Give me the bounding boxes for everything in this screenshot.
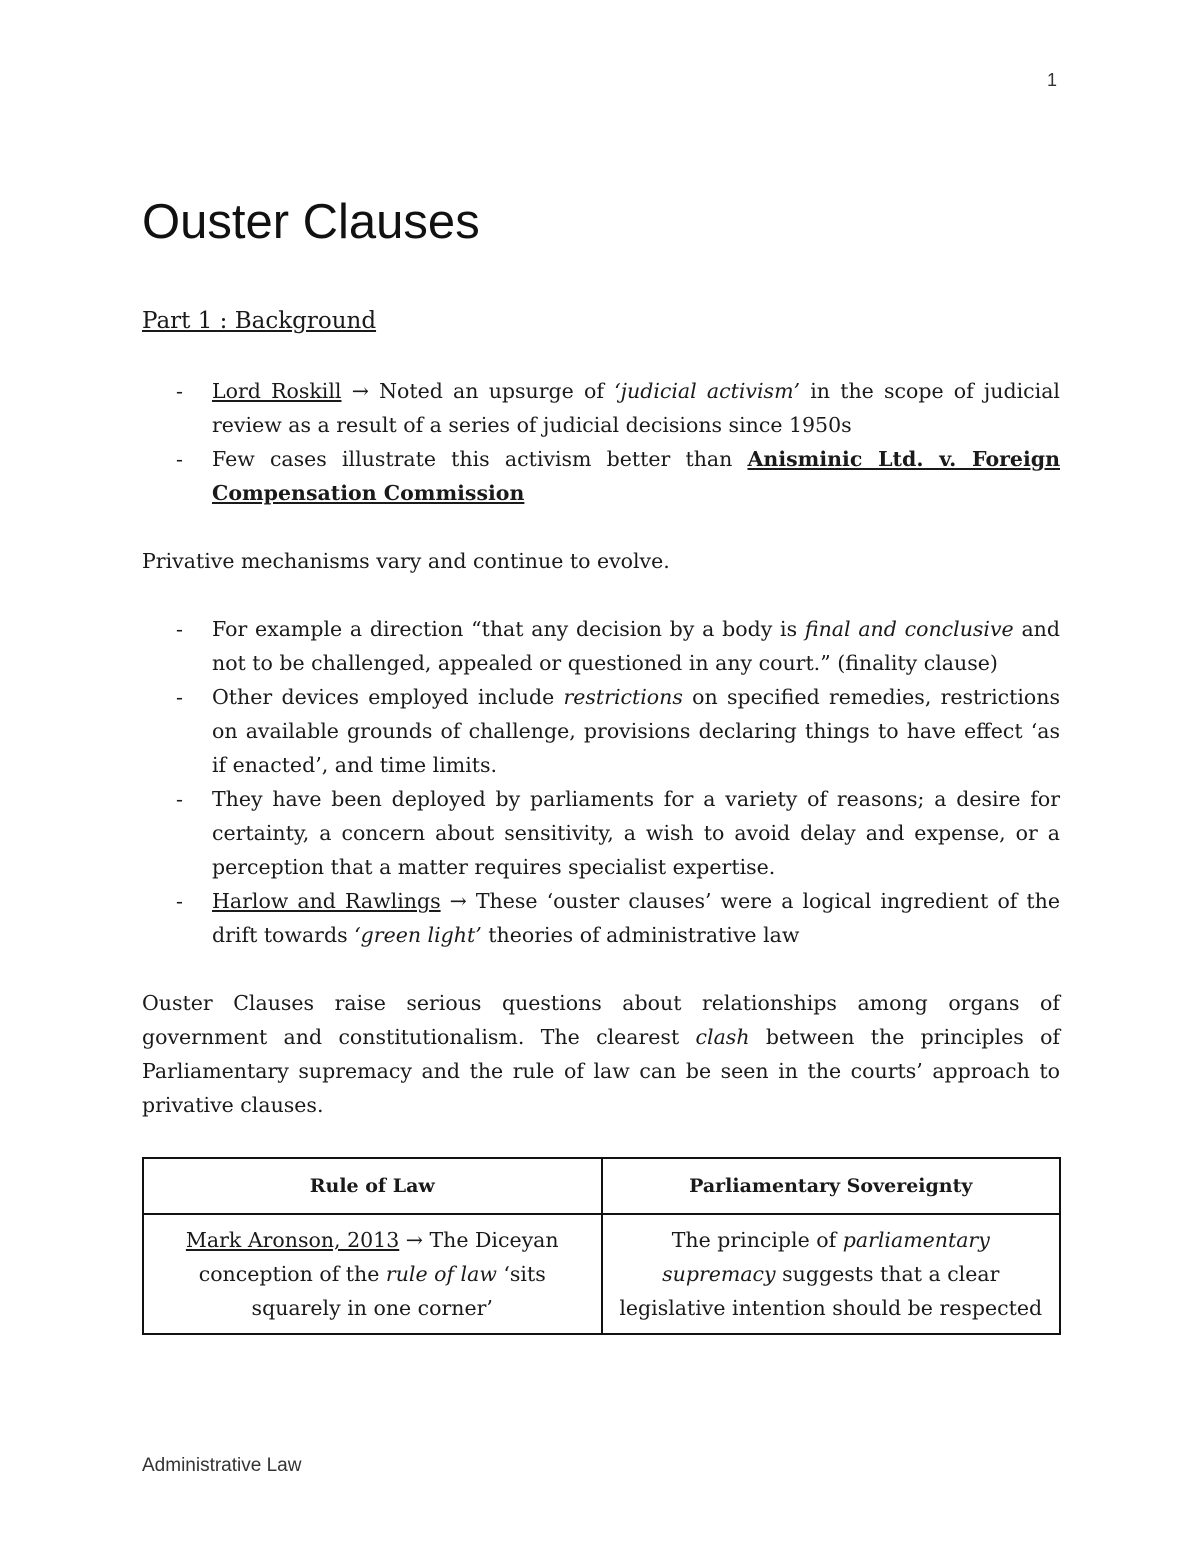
paragraph (142, 986, 1060, 1122)
arrow-glyph: → (341, 379, 380, 403)
background-list (142, 374, 1060, 510)
dash-bullet: - (176, 787, 183, 811)
list-text: on specified remedies, restrictions on available grounds of challenge, provisions declaring things to have effect ‘as if enacted’, and time limits. (212, 685, 1060, 777)
dash-bullet: - (176, 889, 183, 913)
dash-bullet: - (176, 685, 183, 709)
list-item (142, 782, 1060, 884)
page-footer: Administrative Law (142, 1455, 302, 1476)
list-text: theories of administrative law (481, 923, 800, 947)
dash-bullet: - (176, 379, 183, 403)
author-reference: Lord Roskill (212, 379, 342, 403)
list-text: in the scope of judicial review as a result of a series of judicial decisions since 1950s (212, 379, 1060, 437)
cell-text: The Diceyan conception of the (198, 1228, 559, 1286)
table-header-row (143, 1158, 1060, 1214)
emphasis-text: final and conclusive (804, 617, 1014, 641)
column-header-parliamentary-sovereignty: Parliamentary Sovereignty (602, 1158, 1061, 1214)
case-reference: Anisminic Ltd. v. Foreign Compensation Commission (212, 447, 1060, 505)
list-text: Noted an upsurge of (379, 379, 615, 403)
arrow-glyph: → (440, 889, 476, 913)
paragraph-text: Ouster Clauses raise serious questions about relationships among organs of government and constitutionalism. The clearest (142, 991, 1060, 1049)
list-text: and not to be challenged, appealed or questioned in any court.” (finality clause) (212, 617, 1060, 675)
author-reference: Harlow and Rawlings (212, 889, 441, 913)
list-item (142, 374, 1060, 442)
cell-text: ‘sits squarely in one corner’ (251, 1262, 546, 1320)
list-item (142, 612, 1060, 680)
section-heading-part-1: Part 1 : Background (142, 308, 377, 334)
paragraph: Privative mechanisms vary and continue to evolve. (142, 549, 670, 573)
list-text: They have been deployed by parliaments for a variety of reasons; a desire for certainty, a concern about sensitivity, a wish to avoid delay and expense, or a perception that a matter requires specialist expertise. (212, 787, 1060, 879)
list-text: Other devices employed include (212, 685, 564, 709)
list-text: For example a direction “that any decision by a body is (212, 617, 805, 641)
paragraph-text: between the principles of Parliamentary supremacy and the rule of law can be seen in the courts’ approach to privative clauses. (142, 1025, 1061, 1117)
emphasis-text: rule of law (385, 1262, 497, 1286)
author-reference: Mark Aronson, 2013 (185, 1228, 400, 1252)
emphasis-text: ‘green light’ (354, 923, 482, 947)
page-number: 1 (1046, 70, 1057, 90)
cell-text: suggests that a clear legislative intention should be respected (619, 1262, 1043, 1320)
table-row (143, 1214, 1060, 1334)
emphasis-text: ‘judicial activism’ (614, 379, 801, 403)
table-cell (602, 1214, 1061, 1334)
list-item (142, 884, 1060, 952)
mechanisms-list (142, 612, 1060, 952)
page-title: Ouster Clauses (142, 195, 480, 249)
emphasis-text: restrictions (563, 685, 683, 709)
dash-bullet: - (176, 617, 183, 641)
emphasis-text: parliamentary supremacy (662, 1228, 990, 1286)
list-item (142, 442, 1060, 510)
comparison-table (142, 1157, 1061, 1335)
column-header-rule-of-law: Rule of Law (143, 1158, 602, 1214)
list-text: Few cases illustrate this activism better than (212, 447, 748, 471)
emphasis-text: clash (695, 1025, 750, 1049)
dash-bullet: - (176, 447, 183, 471)
list-text: These ‘ouster clauses’ were a logical ingredient of the drift towards (212, 889, 1060, 947)
list-item (142, 680, 1060, 782)
cell-text: The principle of (671, 1228, 843, 1252)
table-cell (143, 1214, 602, 1334)
arrow-glyph: → (399, 1228, 430, 1252)
main-content (142, 304, 1060, 1122)
